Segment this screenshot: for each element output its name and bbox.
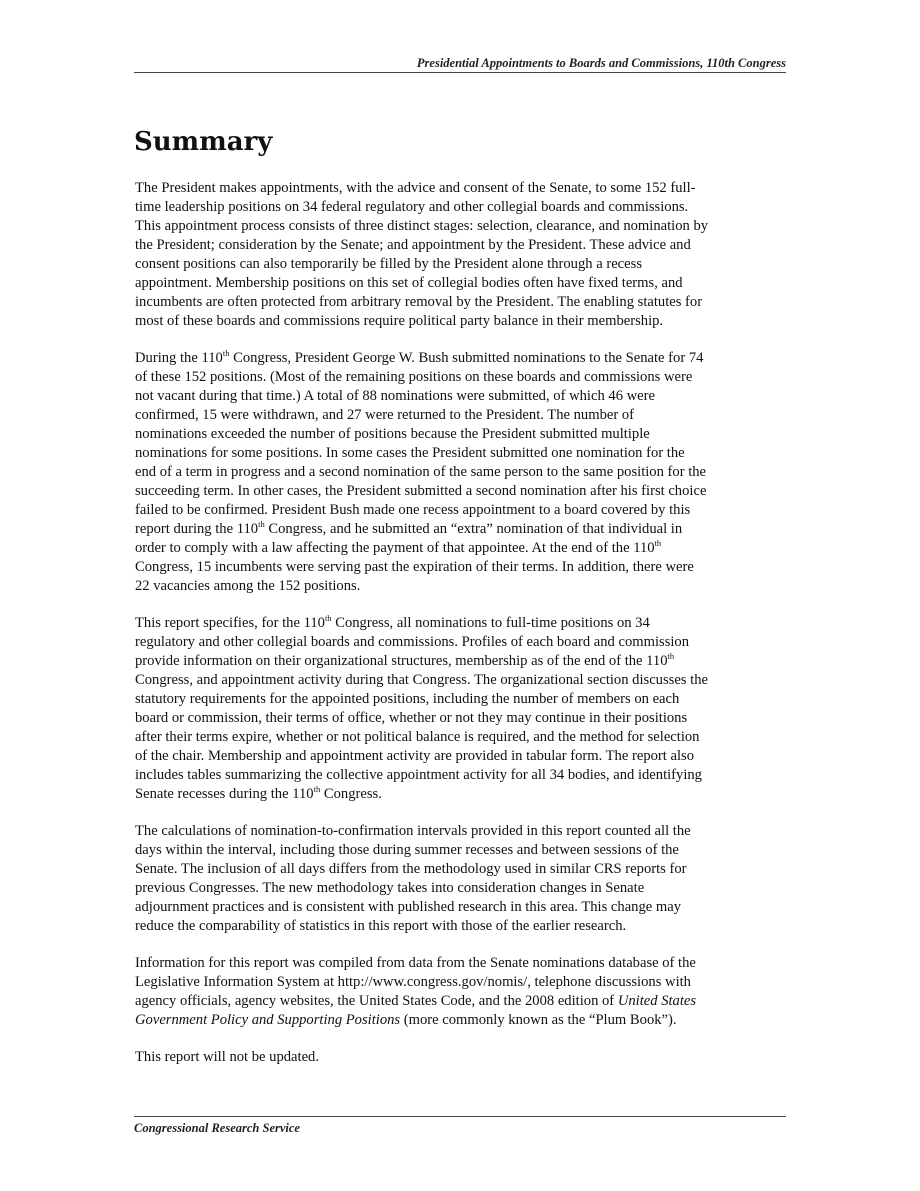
text-line: board or commission, their terms of office, whether or not they may continue in their positions bbox=[135, 710, 688, 726]
paragraph bbox=[135, 179, 787, 331]
text-segment: Congress, President George W. Bush submitted nominations to the Senate for 74 bbox=[229, 350, 704, 366]
footer-rule bbox=[134, 1116, 786, 1117]
text-line bbox=[135, 349, 787, 368]
ordinal-superscript: th bbox=[324, 613, 332, 623]
text-line: not vacant during that time.) A total of 88 nominations were submitted, of which 46 were bbox=[135, 388, 655, 404]
text-segment: (more commonly known as the “Plum Book”). bbox=[400, 1012, 677, 1028]
text-line: The President makes appointments, with the advice and consent of the Senate, to some 152 full- bbox=[135, 180, 696, 196]
text-line bbox=[135, 652, 787, 671]
text-line: Congress, and appointment activity during that Congress. The organizational section discusses the bbox=[135, 672, 708, 688]
text-line: confirmed, 15 were withdrawn, and 27 were returned to the President. The number of bbox=[135, 407, 635, 423]
text-segment: Congress, all nominations to full-time positions on 34 bbox=[331, 615, 650, 631]
text-line: Senate. The inclusion of all days differs from the methodology used in similar CRS reports for bbox=[135, 861, 687, 877]
text-segment: agency officials, agency websites, the United States Code, and the 2008 edition of bbox=[135, 993, 618, 1009]
text-line: appointment. Membership positions on this set of collegial bodies often have fixed terms, and bbox=[135, 275, 683, 291]
text-line: previous Congresses. The new methodology takes into consideration changes in Senate bbox=[135, 880, 645, 896]
text-line: regulatory and other collegial boards and commissions. Profiles of each board and commission bbox=[135, 634, 690, 650]
text-line: incumbents are often protected from arbitrary removal by the President. The enabling statutes for bbox=[135, 294, 703, 310]
running-header: Presidential Appointments to Boards and Commissions, 110th Congress bbox=[416, 56, 786, 70]
text-line: includes tables summarizing the collective appointment activity for all 34 bodies, and identifying bbox=[135, 767, 702, 783]
text-line: reduce the comparability of statistics in this report with those of the earlier research. bbox=[135, 918, 627, 934]
italic-title: United States bbox=[617, 993, 697, 1009]
text-line: adjournment practices and is consistent with published research in this area. This change may bbox=[135, 899, 682, 915]
text-line: nominations for some positions. In some cases the President submitted one nomination for the bbox=[135, 445, 685, 461]
text-line: failed to be confirmed. President Bush made one recess appointment to a board covered by this bbox=[135, 502, 691, 518]
text-line bbox=[135, 785, 787, 804]
text-line: Information for this report was compiled from data from the Senate nominations database of the bbox=[135, 955, 696, 971]
text-segment: order to comply with a law affecting the payment of that appointee. At the end of the 110 bbox=[135, 540, 655, 556]
page-title: Summary bbox=[134, 127, 273, 157]
text-line: of these 152 positions. (Most of the remaining positions on these boards and commissions were bbox=[135, 369, 693, 385]
ordinal-superscript: th bbox=[667, 651, 675, 661]
text-line: Congress, 15 incumbents were serving past the expiration of their terms. In addition, there were bbox=[135, 559, 694, 575]
paragraph bbox=[135, 954, 787, 1030]
text-line: statutory requirements for the appointed positions, including the number of members on each bbox=[135, 691, 680, 707]
text-line: nominations exceeded the number of positions because the President submitted multiple bbox=[135, 426, 650, 442]
text-line: after their terms expire, whether or not political balance is required, and the method for selection bbox=[135, 729, 700, 745]
paragraph bbox=[135, 822, 787, 936]
text-line bbox=[135, 539, 787, 558]
ordinal-superscript: th bbox=[222, 348, 230, 358]
text-line: of the chair. Membership and appointment activity are provided in tabular form. The report also bbox=[135, 748, 694, 764]
text-line: This report will not be updated. bbox=[135, 1049, 320, 1065]
text-segment: provide information on their organizational structures, membership as of the end of the 110 bbox=[135, 653, 668, 669]
text-line: succeeding term. In other cases, the President submitted a second nomination after his first choice bbox=[135, 483, 707, 499]
text-line: The calculations of nomination-to-confirmation intervals provided in this report counted all the bbox=[135, 823, 691, 839]
text-line: days within the interval, including those during summer recesses and between sessions of the bbox=[135, 842, 679, 858]
text-segment: This report specifies, for the 110 bbox=[135, 615, 325, 631]
paragraph bbox=[135, 349, 787, 596]
paragraph bbox=[135, 614, 787, 804]
ordinal-superscript: th bbox=[654, 538, 662, 548]
text-line: the President; consideration by the Senate; and appointment by the President. These advice and bbox=[135, 237, 691, 253]
text-line bbox=[135, 614, 787, 633]
text-segment: Senate recesses during the 110 bbox=[135, 786, 314, 802]
paragraph bbox=[135, 1048, 787, 1067]
text-line: This appointment process consists of three distinct stages: selection, clearance, and nomination by bbox=[135, 218, 709, 234]
text-segment: report during the 110 bbox=[135, 521, 259, 537]
text-line bbox=[135, 1011, 787, 1030]
text-line: consent positions can also temporarily be filled by the President alone through a recess bbox=[135, 256, 642, 272]
text-line: end of a term in progress and a second nomination of the same person to the same position for the bbox=[135, 464, 707, 480]
summary-body bbox=[135, 179, 787, 1085]
text-segment: During the 110 bbox=[135, 350, 223, 366]
text-line: Legislative Information System at http://www.congress.gov/nomis/, telephone discussions with bbox=[135, 974, 691, 990]
italic-title: Government Policy and Supporting Positions bbox=[135, 1012, 401, 1028]
text-line bbox=[135, 520, 787, 539]
ordinal-superscript: th bbox=[258, 519, 265, 529]
text-segment: Congress, and he submitted an “extra” nomination of that individual in bbox=[264, 521, 683, 537]
text-line: 22 vacancies among the 152 positions. bbox=[135, 578, 361, 594]
footer-label: Congressional Research Service bbox=[134, 1121, 300, 1135]
text-segment: Congress. bbox=[320, 786, 382, 802]
header-rule bbox=[134, 72, 786, 73]
text-line: most of these boards and commissions require political party balance in their membership. bbox=[135, 313, 664, 329]
text-line: time leadership positions on 34 federal regulatory and other collegial boards and commissions. bbox=[135, 199, 689, 215]
text-line bbox=[135, 992, 787, 1011]
ordinal-superscript: th bbox=[313, 784, 321, 794]
